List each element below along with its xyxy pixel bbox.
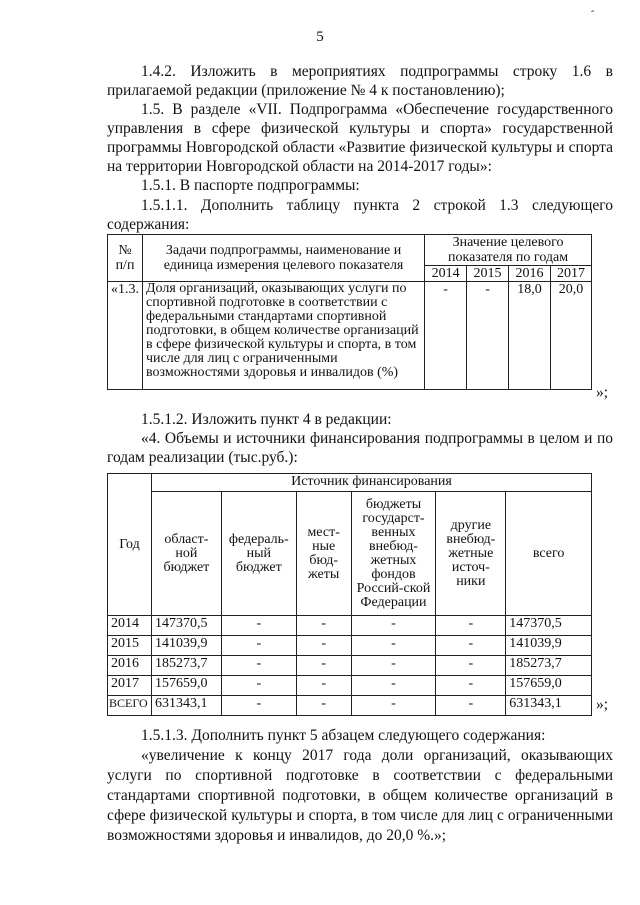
table-row [108,656,592,676]
paragraph-increase: «увеличение к концу 2017 года доли организаций, оказывающих услуги по спортивной подготовке в соответствии с федеральными стандартами спортивной подготовки, в общем количестве организаций в сфере физической культуры и спорта, в том числе для лиц с ограниченными возможностями здоровья и инвалидов, до 20,0 %.»; [107,747,613,844]
table-row [108,636,592,656]
table2-col-total: всего [506,492,592,616]
table1-value: 20,0 [550,282,591,390]
table-row [108,696,592,716]
table2-year: 2014 [108,616,152,636]
table2-funds: - [351,636,436,656]
table-row [108,676,592,696]
table2-closing-mark: »; [596,696,609,713]
table1-year: 2015 [467,266,509,282]
table2-funds: - [351,676,436,696]
table2-other: - [436,676,506,696]
table2-year: 2015 [108,636,152,656]
table2-other: - [436,656,506,676]
table2-federal: - [221,696,296,716]
table1-header-num: № п/п [108,235,143,282]
table2-regional: 147370,5 [151,616,221,636]
table2-regional: 185273,7 [151,656,221,676]
table2-col-regional: област-ной бюджет [151,492,221,616]
table1-closing-mark: »; [596,384,609,401]
paragraph-1-5-1-3: 1.5.1.3. Дополнить пункт 5 абзацем следующего содержания: [141,727,546,744]
table2-federal: - [221,636,296,656]
table2-total: 141039,9 [506,636,592,656]
table2-regional: 141039,9 [151,636,221,656]
table2-local: - [296,636,351,656]
table2-col-local: мест-ные бюд-жеты [296,492,351,616]
table2-funds: - [351,656,436,676]
table2-col-federal: федераль-ный бюджет [221,492,296,616]
table2-year: ВСЕГО [108,696,152,716]
table2-year: 2016 [108,656,152,676]
table2-local: - [296,656,351,676]
paragraph-1-5-1-2: 1.5.1.2. Изложить пункт 4 в редакции: [141,411,392,428]
financing-table [107,473,592,716]
table2-total: 147370,5 [506,616,592,636]
table1-row-num: «1.3. [108,282,143,390]
table2-local: - [296,696,351,716]
table2-federal: - [221,616,296,636]
table1-year: 2017 [550,266,591,282]
table2-regional: 631343,1 [151,696,221,716]
table2-other: - [436,636,506,656]
paragraph-1-5-1-1: 1.5.1.1. Дополнить таблицу пункта 2 строкой 1.3 следующего содержания: [107,197,613,233]
paragraph-1-5: 1.5. В разделе «VII. Подпрограмма «Обеспечение государственного управления в сфере физической культуры и спорта» государственной программы Новгородской области «Развитие физической культуры и спорта на территории Новгородской области на 2014-2017 годы»: [107,101,613,175]
page-number: 5 [316,29,324,45]
paragraph-1-5-1: 1.5.1. В паспорте подпрограммы: [141,177,360,194]
table2-federal: - [221,656,296,676]
table2-regional: 157659,0 [151,676,221,696]
table1-year: 2016 [509,266,551,282]
paragraph-item-4: «4. Объемы и источники финансирования подпрограммы в целом и по годам реализации (тыс.руб.): [107,430,613,466]
table2-other: - [436,616,506,636]
table2-local: - [296,676,351,696]
table2-year: 2017 [108,676,152,696]
table2-funds: - [351,696,436,716]
table2-local: - [296,616,351,636]
table2-federal: - [221,676,296,696]
table1-year: 2014 [425,266,467,282]
table-row [108,616,592,636]
table2-col-funds: бюджеты государст-венных внебюд-жетных фондов Россий-ской Федерации [351,492,436,616]
corner-mark: ˆ [591,10,595,21]
table1-header-task: Задачи подпрограммы, наименование и единица измерения целевого показателя [143,235,425,282]
table2-funds: - [351,616,436,636]
table2-total: 185273,7 [506,656,592,676]
table2-header-year: Год [108,474,152,616]
table1-value: 18,0 [509,282,551,390]
table2-header-source: Источник финансирования [151,474,591,492]
table2-other: - [436,696,506,716]
table2-col-other: другие внебюд-жетные источ-ники [436,492,506,616]
table2-total: 157659,0 [506,676,592,696]
table1-value: - [467,282,509,390]
table1-header-value: Значение целевого показателя по годам [425,235,592,266]
table1-row-task: Доля организаций, оказывающих услуги по спортивной подготовке в соответствии с федеральными стандартами спортивной подготовки, в общем количестве организаций в сфере физической культуры и спорта, в том числе для лиц с ограниченными возможностями здоровья и инвалидов (%) [143,282,425,390]
table1-value: - [425,282,467,390]
table2-total: 631343,1 [506,696,592,716]
target-indicator-table [107,234,592,390]
paragraph-1-4-2: 1.4.2. Изложить в мероприятиях подпрограммы строку 1.6 в прилагаемой редакции (приложение № 4 к постановлению); [107,63,613,99]
